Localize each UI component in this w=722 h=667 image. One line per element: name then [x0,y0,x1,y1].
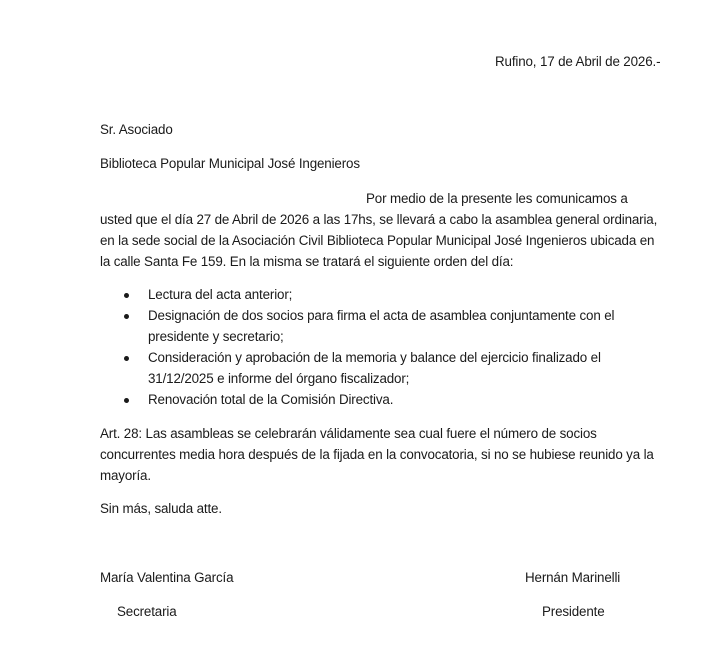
agenda-item-text: 31/12/2025 e informe del órgano fiscalizador; [148,371,410,386]
body-line: Por medio de la presente les comunicamos a [366,191,628,206]
agenda-item-text: presidente y secretario; [148,329,284,344]
agenda-item-text: Designación de dos socios para firma el acta de asamblea conjuntamente con el [148,308,615,323]
body-line: la calle Santa Fe 159. En la misma se tratará el siguiente orden del día: [100,254,514,269]
bullet-icon [124,398,129,403]
article-line: Art. 28: Las asambleas se celebrarán válidamente sea cual fuere el número de socios [100,426,597,441]
agenda-item-text: Lectura del acta anterior; [148,287,293,302]
organization-line: Biblioteca Popular Municipal José Ingenieros [100,156,360,171]
bullet-icon [124,293,129,298]
agenda-item-text: Consideración y aprobación de la memoria y balance del ejercicio finalizado el [148,350,601,365]
agenda-item-text: Renovación total de la Comisión Directiva. [148,392,394,407]
closing-line: Sin más, saluda atte. [100,501,222,516]
date-line: Rufino, 17 de Abril de 2026.- [495,54,661,69]
signature-role: Presidente [542,604,605,619]
article-line: mayoría. [100,468,151,483]
article-line: concurrentes media hora después de la fijada en la convocatoria, si no se hubiese reunido ya la [100,447,654,462]
bullet-icon [124,314,129,319]
recipient-line: Sr. Asociado [100,122,173,137]
body-line: usted que el día 27 de Abril de 2026 a las 17hs, se llevará a cabo la asamblea general ordinaria, [100,212,658,227]
body-line: en la sede social de la Asociación Civil Biblioteca Popular Municipal José Ingenieros ubicada en [100,233,655,248]
signature-name: María Valentina García [100,570,234,585]
signature-name: Hernán Marinelli [525,570,621,585]
signature-role: Secretaria [117,604,177,619]
bullet-icon [124,356,129,361]
